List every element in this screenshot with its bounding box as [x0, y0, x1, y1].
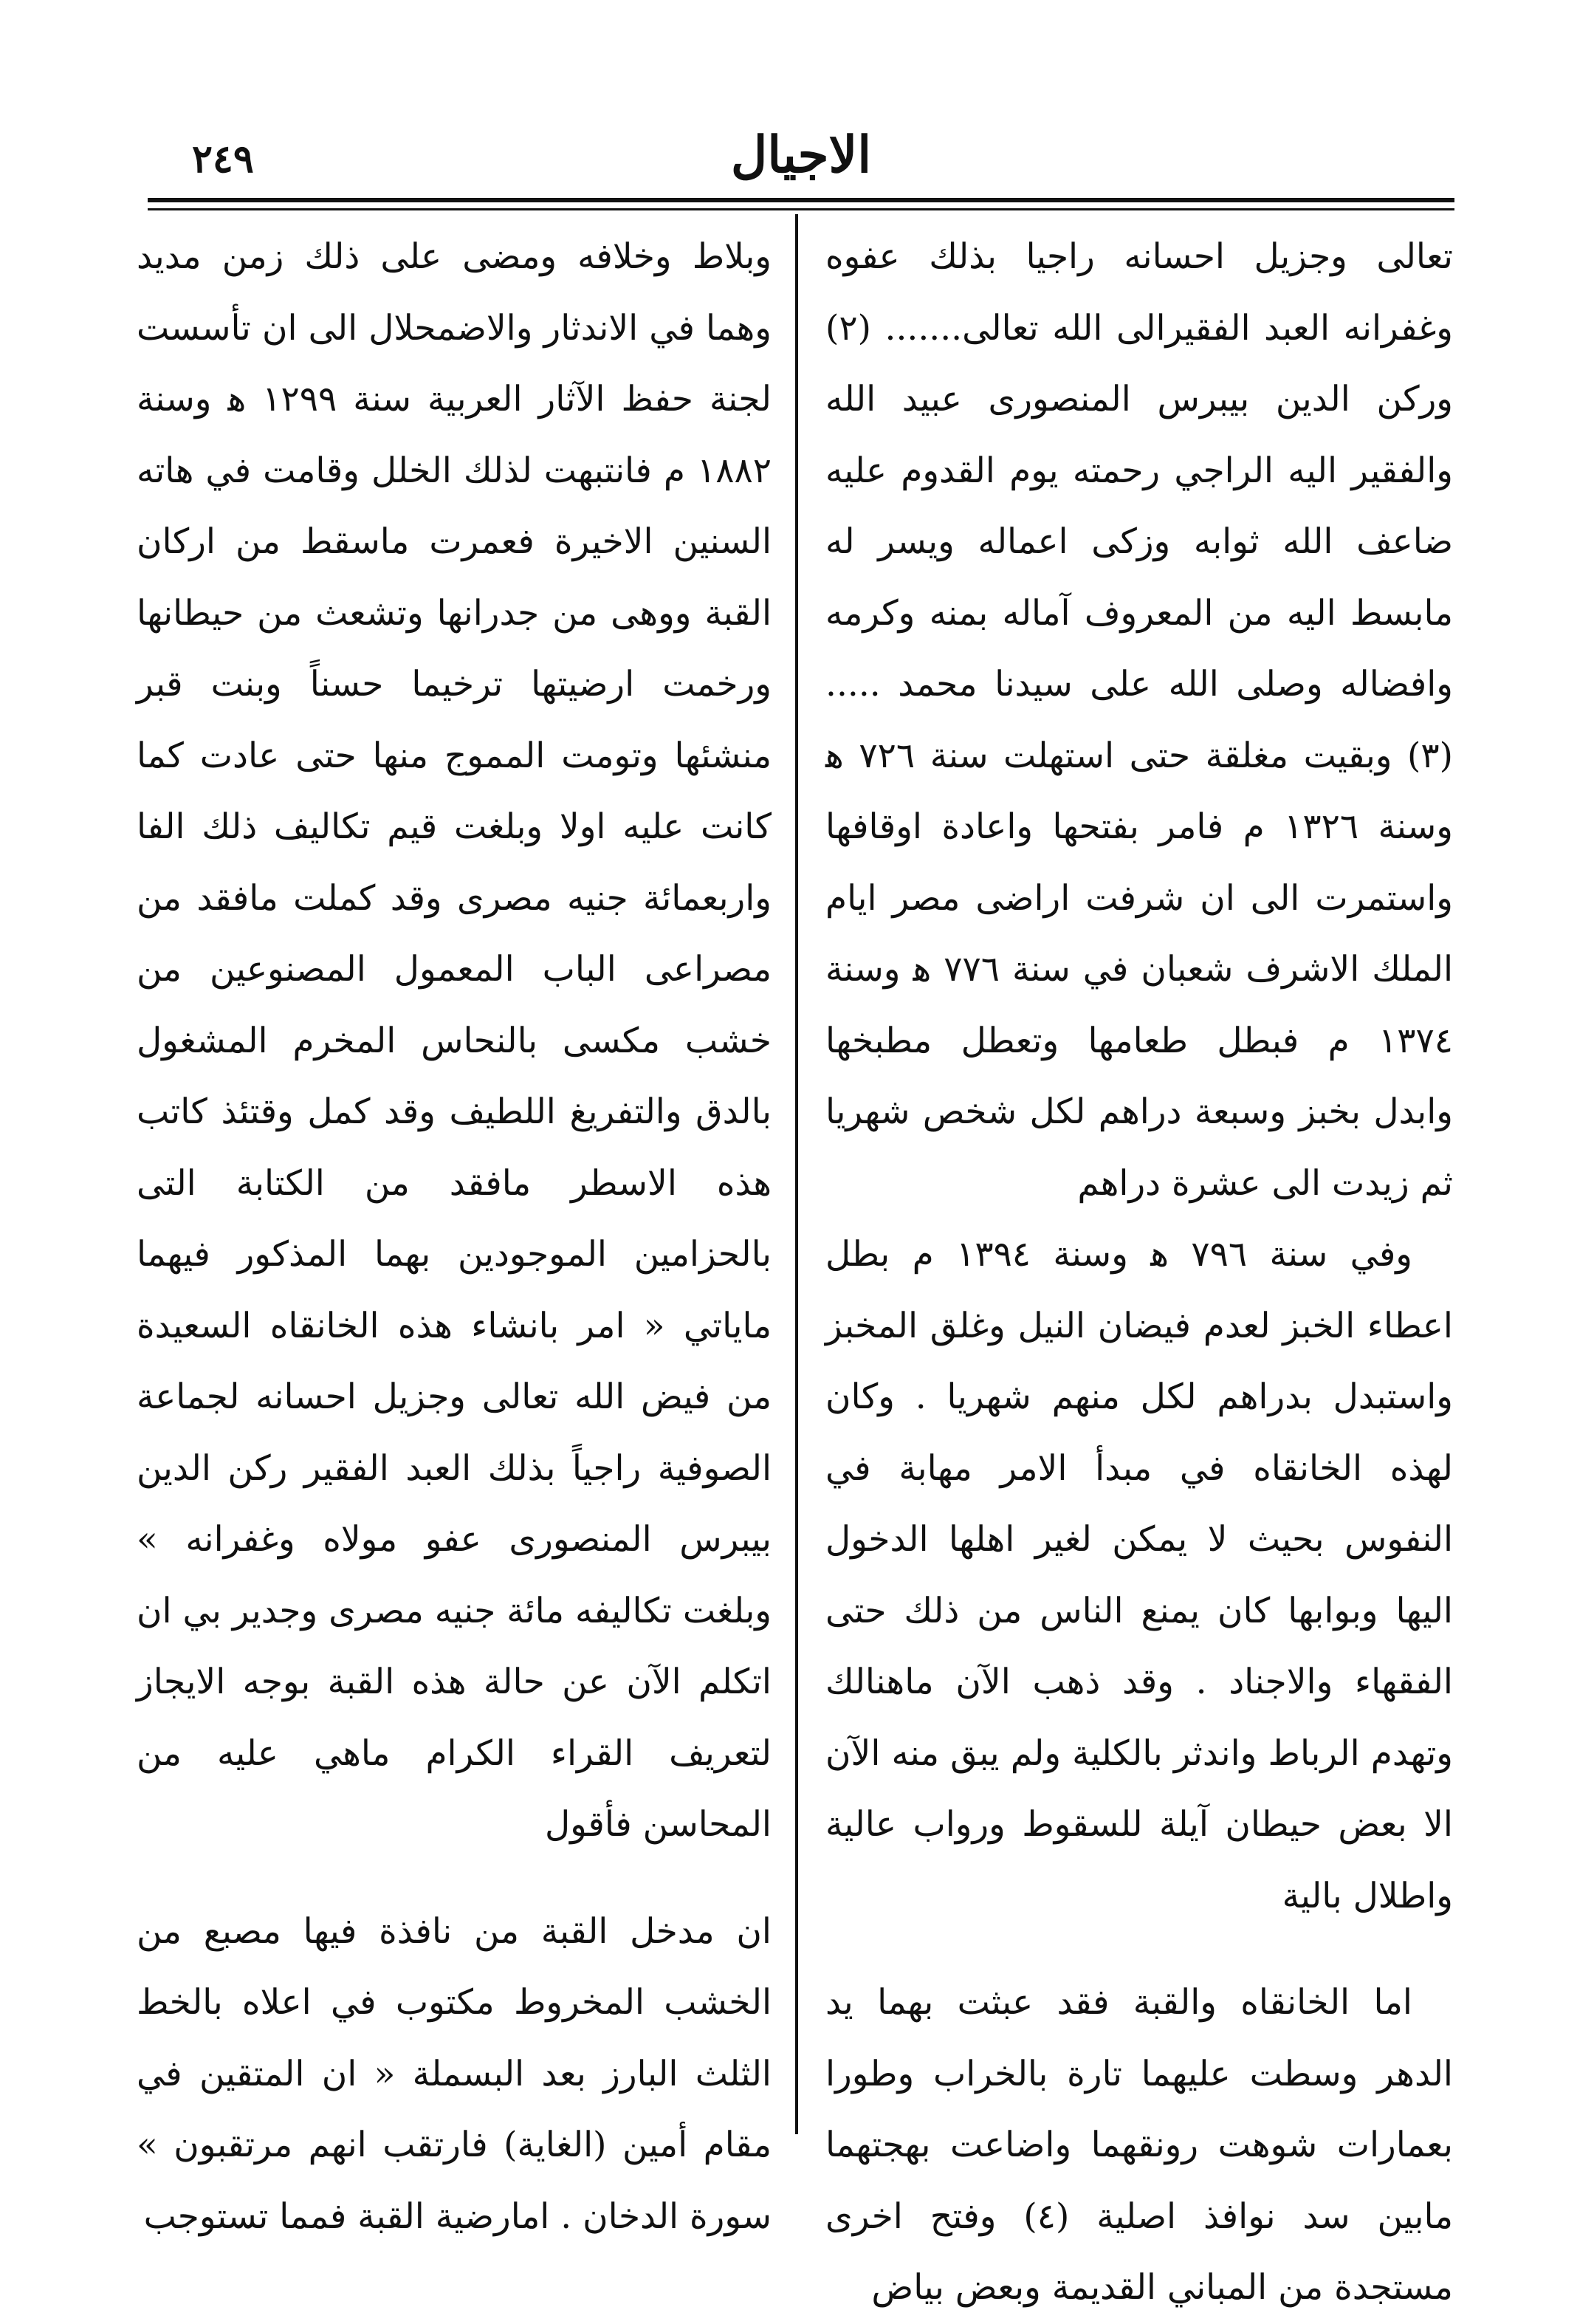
right-paragraph-1: تعالى وجزيل احسانه راجيا بذلك عفوه وغفرانه العبد الفقيرالى الله تعالى....... (٢) وركن الدين بيبرس المنصورى عبيد الله والفقير اليه الراجي رحمته يوم القدوم عليه ضاعف الله ثوابه وزكى اعماله ويسر له مابسط اليه من المعروف آماله بمنه وكرمه وافضاله وصلى الله على سيدنا محمد ..... (٣) وبقيت مغلقة حتى استهلت سنة ٧٢٦ ﻫ وسنة ١٣٢٦ م فامر بفتحها واعادة اوقافها واستمرت الى ان شرفت اراضى مصر ايام الملك الاشرف شعبان في سنة ٧٧٦ ﻫ وسنة ١٣٧٤ م فبطل طعامها وتعطل مطبخها وابدل بخبز وسبعة دراهم لكل شخص شهريا ثم زيدت الى عشرة دراهم [825, 236, 1454, 1204]
right-paragraph-3: اما الخانقاه والقبة فقد عبثت بهما يد الدهر وسطت عليهما تارة بالخراب وطورا بعمارات شوهت رونقهما واضاعت بهجتهما مابين سد نوافذ اصلية (٤) وفتح اخرى مستجدة من المباني القديمة وبعض بياض [825, 1982, 1453, 2308]
right-paragraph-2: وفي سنة ٧٩٦ ﻫ وسنة ١٣٩٤ م بطل اعطاء الخبز لعدم فيضان النيل وغلق المخبز واستبدل بدراهم لكل منهم شهريا . وكان لهذه الخانقاه في مبدأ الامر مهابة في النفوس بحيث لا يمكن لغير اهلها الدخول اليها وبوابها كان يمنع الناس من ذلك حتى الفقهاء والاجناد . وقد ذهب الآن ماهنالك وتهدم الرباط واندثر بالكلية ولم يبق منه الآن الا بعض حيطان آيلة للسقوط ورواب عالية واطلال بالية [825, 1234, 1453, 1916]
paragraph-separator [137, 1861, 772, 1896]
paragraph-separator [825, 1932, 1453, 1967]
left-column [137, 222, 772, 2252]
page-number: ٢٤٩ [192, 137, 254, 182]
header-rule-thin [148, 208, 1454, 210]
header-rule-thick [148, 198, 1454, 202]
right-column [825, 222, 1453, 2324]
running-title: الاجيال [730, 126, 872, 185]
left-paragraph-2: ان مدخل القبة من نافذة فيها مصبع من الخشب المخروط مكتوب في اعلاه بالخط الثلث البارز بعد البسملة « ان المتقين في مقام أمين (الغاية) فارتقب انهم مرتقبون » سورة الدخان . امارضية القبة فمما تستوجب [137, 1910, 772, 2237]
page-header [148, 111, 1454, 192]
column-divider [795, 214, 798, 2134]
left-paragraph-1: وبلاط وخلافه ومضى على ذلك زمن مديد وهما في الاندثار والاضمحلال الى ان تأسست لجنة حفظ الآثار العربية سنة ١٢٩٩ ﻫ وسنة ١٨٨٢ م فانتبهت لذلك الخلل وقامت في هاته السنين الاخيرة فعمرت ماسقط من اركان القبة ووهى من جدرانها وتشعث من حيطانها ورخمت ارضيتها ترخيما حسناً وبنت قبر منشئها وتومت المموج منها حتى عادت كما كانت عليه اولا وبلغت قيم تكاليف ذلك الفا واربعمائة جنيه مصرى وقد كملت مافقد من مصراعى الباب المعمول المصنوعين من خشب مكسى بالنحاس المخرم المشغول بالدق والتفريغ اللطيف وقد كمل وقتئذ كاتب هذه الاسطر مافقد من الكتابة التى بالحزامين الموجودين بهما المذكور فيهما ماياتي « امر بانشاء هذه الخانقاه السعيدة من فيض الله تعالى وجزيل احسانه لجماعة الصوفية راجياً بذلك العبد الفقير ركن الدين بيبرس المنصورى عفو مولاه وغفرانه » وبلغت تكاليفه مائة جنيه مصرى وجدير بي ان اتكلم الآن عن حالة هذه القبة بوجه الايجاز لتعريف القراء الكرام ماهي عليه من المحاسن فأقول [137, 236, 772, 1845]
